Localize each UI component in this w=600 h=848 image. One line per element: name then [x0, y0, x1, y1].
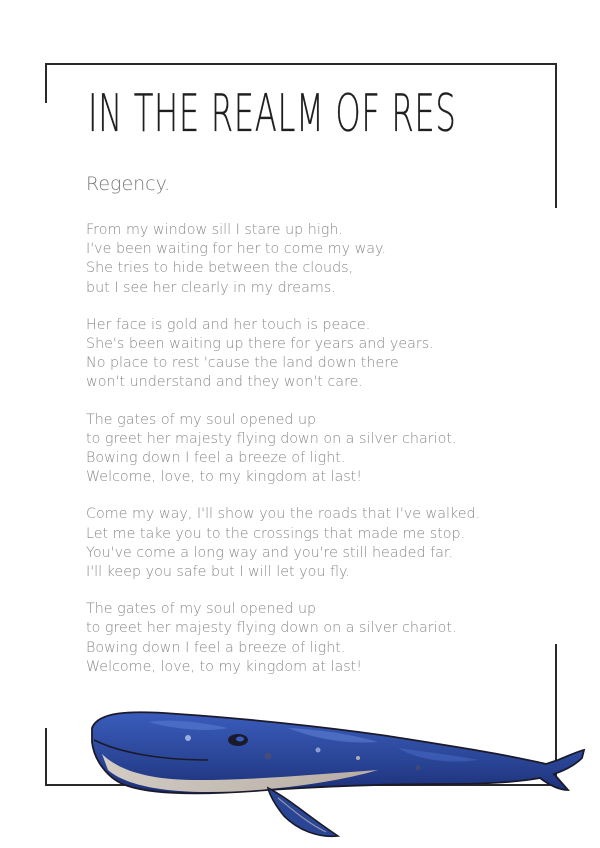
- stanza-2: [86, 316, 556, 393]
- poem-line: Bowing down I feel a breeze of light.: [86, 450, 346, 467]
- whale-fin: [268, 788, 338, 836]
- poem-body: [86, 221, 556, 695]
- poem-line: Welcome, love, to my kingdom at last!: [86, 658, 362, 675]
- poem-line: The gates of my soul opened up: [86, 601, 317, 618]
- poem-line: Bowing down I feel a breeze of light.: [86, 639, 346, 656]
- frame-right-top-line: [555, 63, 557, 208]
- poem-line: She tries to hide between the clouds,: [86, 260, 354, 277]
- page-subtitle: Regency.: [86, 173, 171, 195]
- frame-left-bottom-line: [45, 728, 47, 785]
- poem-line: to greet her majesty flying down on a silver chariot.: [86, 620, 457, 637]
- poem-line: Welcome, love, to my kingdom at last!: [86, 469, 362, 486]
- poem-line: Her face is gold and her touch is peace.: [86, 316, 371, 333]
- poem-line: I've been waiting for her to come my way.: [86, 241, 387, 258]
- stanza-3: [86, 411, 556, 488]
- poem-line: From my window sill I stare up high.: [86, 222, 343, 238]
- page-title: IN THE REALM OF RES: [88, 84, 457, 144]
- whale-icon: [88, 698, 588, 848]
- frame-top-line: [45, 63, 557, 65]
- poem-line: I'll keep you safe but I will let you fly.: [86, 564, 350, 581]
- poem-line: You've come a long way and you're still headed far.: [86, 544, 453, 561]
- poem-line: but I see her clearly in my dreams.: [86, 279, 336, 296]
- poem-line: No place to rest 'cause the land down there: [86, 355, 399, 372]
- stanza-1: [86, 221, 556, 298]
- frame-left-top-line: [45, 63, 47, 103]
- stanza-5: [86, 600, 556, 677]
- poem-line: to greet her majesty flying down on a silver chariot.: [86, 430, 457, 447]
- poem-line: Come my way, I'll show you the roads that I've walked.: [86, 506, 481, 523]
- poem-line: won't understand and they won't care.: [86, 374, 363, 391]
- poem-line: The gates of my soul opened up: [86, 411, 317, 428]
- stanza-4: [86, 505, 556, 582]
- poem-line: Let me take you to the crossings that made me stop.: [86, 525, 466, 542]
- poem-line: She's been waiting up there for years and years.: [86, 336, 434, 353]
